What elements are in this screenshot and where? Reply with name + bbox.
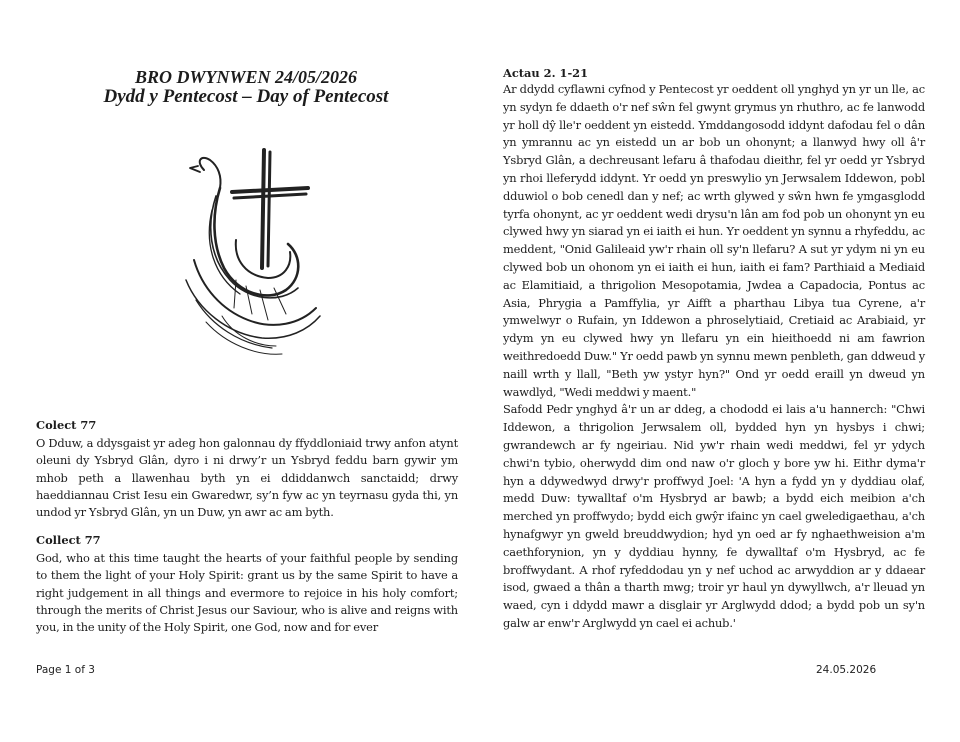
collect-welsh-heading: Colect 77 bbox=[36, 418, 97, 432]
reading-paragraph-1: Ar ddydd cyflawni cyfnod y Pentecost yr oeddent oll ynghyd yn yr un lle, ac yn sydyn fe ddaeth o'r nef sŵn fel gwynt grymus yn rhuthro, ac fe lanwodd yr holl dŷ lle'r oeddent yn eistedd. Ymddangosodd iddynt dafodau fel o dân yn ymrannu ac yn eistedd un ar bob un ohonynt; a llanwyd hwy oll â'r Ysbryd Glân, a dechreusant lefaru â thafodau dieithr, fel yr oedd yr Ysbryd yn rhoi lleferydd iddynt. Yr oedd yn preswylio yn Jerwsalem Iddewon, pobl dduwiol o bob cenedl dan y nef; ac wrth glywed y sŵn hwn fe ymgasglodd tyrfa ohonynt, ac yr oeddent wedi drysu'n lân am fod pob un ohonynt yn eu clywed hwy yn siarad yn ei iaith ei hun. Yr oeddent yn synnu a rhyfeddu, ac meddent, "Onid Galileaid yw'r rhain oll sy'n llefaru? A sut yr ydym ni yn eu clywed bob un ohonom yn ei iaith ei hun, iaith ei fam? Parthiaid a Mediaid ac Elamitiaid, a thrigolion Mesopotamia, Jwdea a Capadocia, Pontus ac Asia, Phrygia a Pamffylia, yr Aifft a pharthau Libya tua Cyrene, a'r ymwelwyr o Rufain, yn Iddewon a phroselytiaid, Cretiaid ac Arabiaid, yr ydym yn eu clywed hwy yn llefaru yn ein hieithoedd ni am fawrion weithredoedd Duw." Yr oedd pawb yn synnu mewn penbleth, gan ddweud y naill wrth y llall, "Beth yw ystyr hyn?" Ond yr oedd eraill yn dweud yn wawdlyd, "Wedi meddwi y maent." bbox=[503, 82, 925, 399]
reading-section bbox=[503, 66, 925, 633]
page-subtitle: Dydd y Pentecost – Day of Pentecost bbox=[103, 86, 389, 107]
page-date: 24.05.2026 bbox=[816, 664, 877, 676]
dove-cross-icon bbox=[176, 140, 326, 366]
collect-welsh-text: O Dduw, a ddysgaist yr adeg hon galonnau dy ffyddloniaid trwy anfon atynt oleuni dy Ysbryd Glân, dyro i ni drwy’r un Ysbryd feddu barn gywir ym mhob peth a llawenhau byth yn ei ddiddanwch sanctaidd; drwy haeddiannau Crist Iesu ein Gwaredwr, sy’n fyw ac yn teyrnasu gyda thi, yn undod yr Ysbryd Glân, yn un Duw, yn awr ac am byth. bbox=[36, 436, 458, 520]
collect-english-heading: Collect 77 bbox=[36, 533, 101, 547]
page-number: Page 1 of 3 bbox=[36, 664, 95, 676]
page-title: BRO DWYNWEN 24/05/2026 bbox=[134, 67, 358, 87]
reading-heading: Actau 2. 1-21 bbox=[503, 66, 589, 80]
collect-welsh-section bbox=[36, 418, 458, 521]
collect-english-section bbox=[36, 533, 458, 636]
reading-paragraph-2: Safodd Pedr ynghyd â'r un ar ddeg, a chododd ei lais a'u hannerch: "Chwi Iddewon, a thrigolion Jerwsalem oll, bydded hyn yn hysbys i chwi; gwrandewch ar fy ngeiriau. Nid yw'r rhain wedi meddwi, fel yr ydych chwi'n tybio, oherwydd dim ond naw o'r gloch y bore yw hi. Eithr dyma'r hyn a ddywedwyd drwy'r proffwyd Joel: 'A hyn a fydd yn y dyddiau olaf, medd Duw: tywalltaf o'm Hysbryd ar bawb; a bydd eich meibion a'ch merched yn proffwydo; bydd eich gwŷr ifainc yn cael gweledigaethau, a'ch hynafgwyr yn gweld breuddwydion; hyd yn oed ar fy nghaethweision a'm caethforynion, yn y dyddiau hynny, fe dywalltaf o'm Hysbryd, ac fe broffwydant. A rhof ryfeddodau yn y nef uchod ac arwyddion ar y ddaear isod, gwaed a thân a tharth mwg; troir yr haul yn dywyllwch, a'r lleuad yn waed, cyn i ddydd mawr a disglair yr Arglwydd ddod; a bydd pob un sy'n galw ar enw'r Arglwydd yn cael ei achub.' bbox=[503, 402, 925, 630]
collect-english-text: God, who at this time taught the hearts of your faithful people by sending to them the light of your Holy Spirit: grant us by the same Spirit to have a right judgement in all things and evermore to rejoice in his holy comfort; through the merits of Christ Jesus our Saviour, who is alive and reigns with you, in the unity of the Holy Spirit, one God, now and for ever bbox=[36, 551, 458, 635]
